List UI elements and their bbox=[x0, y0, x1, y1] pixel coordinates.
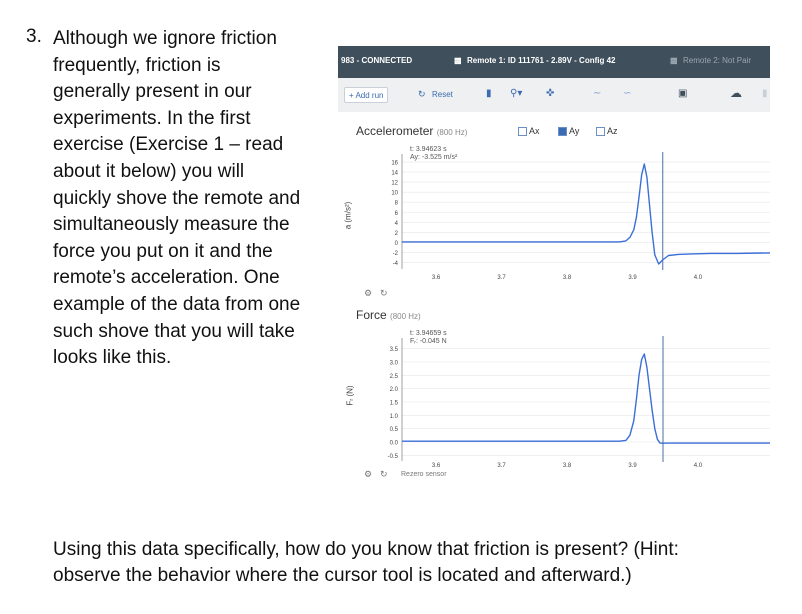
remote1-status[interactable]: Remote 1: ID 111761 - 2.89V - Config 42 bbox=[467, 56, 616, 65]
app-topbar bbox=[338, 46, 770, 78]
question-line: example of the data from one bbox=[53, 293, 301, 315]
rezero-sensor-link[interactable]: Rezero sensor bbox=[401, 471, 447, 478]
y-tick-label: 3.0 bbox=[389, 360, 398, 367]
y-tick-label: 2 bbox=[394, 230, 398, 237]
force-title: Force bbox=[356, 308, 387, 322]
x-tick-label: 4.0 bbox=[693, 463, 703, 469]
footer-line: Using this data specifically, how do you know that friction is present? (Hint: bbox=[53, 539, 679, 560]
y-tick-label: -2 bbox=[392, 250, 398, 257]
force-cursor-time: t: 3.94659 s bbox=[410, 330, 447, 337]
channel-az-checkbox[interactable] bbox=[596, 126, 618, 136]
y-tick-label: 10 bbox=[391, 190, 398, 197]
bar-chart-icon[interactable]: ▮ bbox=[486, 88, 492, 99]
x-tick-label: 3.8 bbox=[562, 463, 572, 469]
y-tick-label: 2.0 bbox=[389, 387, 398, 394]
question-line: such shove that you will take bbox=[53, 320, 295, 342]
y-tick-label: 6 bbox=[394, 210, 398, 217]
y-tick-label: 0.0 bbox=[389, 440, 398, 447]
accel-cursor-time: t: 3.94623 s bbox=[410, 146, 447, 153]
refresh-icon[interactable]: ↻ bbox=[380, 469, 388, 479]
accel-rate: (800 Hz) bbox=[436, 128, 468, 137]
question-line: exercise (Exercise 1 – read bbox=[53, 134, 284, 156]
y-tick-label: -0.5 bbox=[387, 453, 398, 460]
force-cursor-value: Fᵣ: -0.045 N bbox=[410, 338, 447, 345]
y-tick-label: 3.5 bbox=[389, 347, 398, 354]
zoom-icon[interactable]: ⚲▾ bbox=[510, 88, 523, 99]
y-tick-label: 4 bbox=[394, 220, 398, 227]
cloud-icon[interactable]: ☁ bbox=[730, 86, 742, 100]
lock-icon: ▩ bbox=[454, 56, 462, 65]
force-y-axis-label: Fᵣ (N) bbox=[345, 385, 355, 406]
question-footer bbox=[53, 537, 679, 589]
footer-line: observe the behavior where the cursor tool is located and afterward.) bbox=[53, 565, 632, 586]
question-line: simultaneously measure the bbox=[53, 214, 290, 236]
accelerometer-chart[interactable] bbox=[338, 46, 770, 496]
reset-button[interactable]: Reset bbox=[432, 90, 453, 99]
channel-label: Ax bbox=[529, 126, 540, 136]
question-text bbox=[53, 26, 300, 372]
question-line: about it below) you will bbox=[53, 160, 245, 182]
y-tick-label: 16 bbox=[391, 160, 398, 167]
y-tick-label: 14 bbox=[391, 170, 398, 177]
connection-status: 983 - CONNECTED bbox=[341, 56, 413, 65]
question-line: generally present in our bbox=[53, 81, 252, 103]
embedded-app-screenshot bbox=[338, 46, 770, 496]
force-cursor-readout bbox=[410, 330, 447, 346]
line-graph-icon[interactable]: ∼ bbox=[593, 88, 602, 99]
x-tick-label: 3.7 bbox=[497, 463, 506, 469]
question-number: 3. bbox=[26, 26, 42, 47]
question-line: force you put on it and the bbox=[53, 240, 273, 262]
checkbox-box[interactable] bbox=[596, 127, 605, 136]
app-toolbar bbox=[338, 78, 770, 112]
channel-ax-checkbox[interactable] bbox=[518, 126, 540, 136]
x-tick-label: 3.7 bbox=[497, 275, 506, 281]
checkbox-box[interactable] bbox=[518, 127, 527, 136]
x-tick-label: 3.9 bbox=[628, 275, 637, 281]
channel-ay-checkbox[interactable] bbox=[558, 126, 579, 136]
data-series-line bbox=[402, 164, 770, 264]
accel-cursor-readout bbox=[410, 146, 457, 162]
refresh-icon[interactable]: ↻ bbox=[380, 288, 388, 298]
x-tick-label: 3.6 bbox=[431, 463, 441, 469]
reset-icon: ↻ bbox=[418, 89, 426, 99]
y-tick-label: 2.5 bbox=[389, 373, 398, 380]
y-tick-label: 8 bbox=[394, 200, 398, 207]
accel-title: Accelerometer bbox=[356, 124, 434, 138]
force-rate: (800 Hz) bbox=[390, 312, 421, 321]
x-tick-label: 3.9 bbox=[628, 463, 637, 469]
data-series-line bbox=[402, 354, 770, 443]
gear-icon[interactable]: ⚙ bbox=[364, 288, 373, 298]
question-line: Although we ignore friction bbox=[53, 28, 277, 49]
channel-label: Az bbox=[607, 126, 618, 136]
y-tick-label: -4 bbox=[392, 260, 398, 267]
toolbar-more-icon[interactable]: ▮ bbox=[762, 88, 768, 99]
folder-icon[interactable]: ▣ bbox=[678, 88, 688, 99]
force-panel-title bbox=[356, 308, 421, 322]
checkbox-box[interactable] bbox=[558, 127, 567, 136]
accel-panel-title bbox=[356, 124, 467, 138]
fit-graph-icon[interactable]: ∽ bbox=[623, 88, 632, 99]
question-line: quickly shove the remote and bbox=[53, 187, 301, 209]
question-line: remote’s acceleration. One bbox=[53, 267, 280, 289]
channel-label: Ay bbox=[569, 126, 580, 136]
crosshair-icon[interactable]: ✜ bbox=[546, 88, 555, 99]
y-tick-label: 12 bbox=[391, 180, 398, 187]
x-tick-label: 4.0 bbox=[693, 275, 703, 281]
y-tick-label: 0.5 bbox=[389, 427, 398, 434]
gear-icon[interactable]: ⚙ bbox=[364, 469, 373, 479]
add-run-button[interactable]: + Add run bbox=[344, 87, 388, 103]
y-tick-label: 1.0 bbox=[389, 413, 398, 420]
question-line: frequently, friction is bbox=[53, 54, 221, 76]
lock-icon: ▩ bbox=[670, 56, 678, 65]
accel-cursor-value: Ay: -3.525 m/s² bbox=[410, 154, 458, 161]
remote2-status[interactable]: Remote 2: Not Pair bbox=[683, 56, 752, 65]
x-tick-label: 3.6 bbox=[431, 275, 441, 281]
x-tick-label: 3.8 bbox=[562, 275, 572, 281]
y-tick-label: 1.5 bbox=[389, 400, 398, 407]
accel-y-axis-label: a (m/s²) bbox=[343, 201, 353, 230]
question-line: experiments. In the first bbox=[53, 107, 251, 129]
question-line: looks like this. bbox=[53, 347, 172, 369]
y-tick-label: 0 bbox=[394, 240, 398, 247]
